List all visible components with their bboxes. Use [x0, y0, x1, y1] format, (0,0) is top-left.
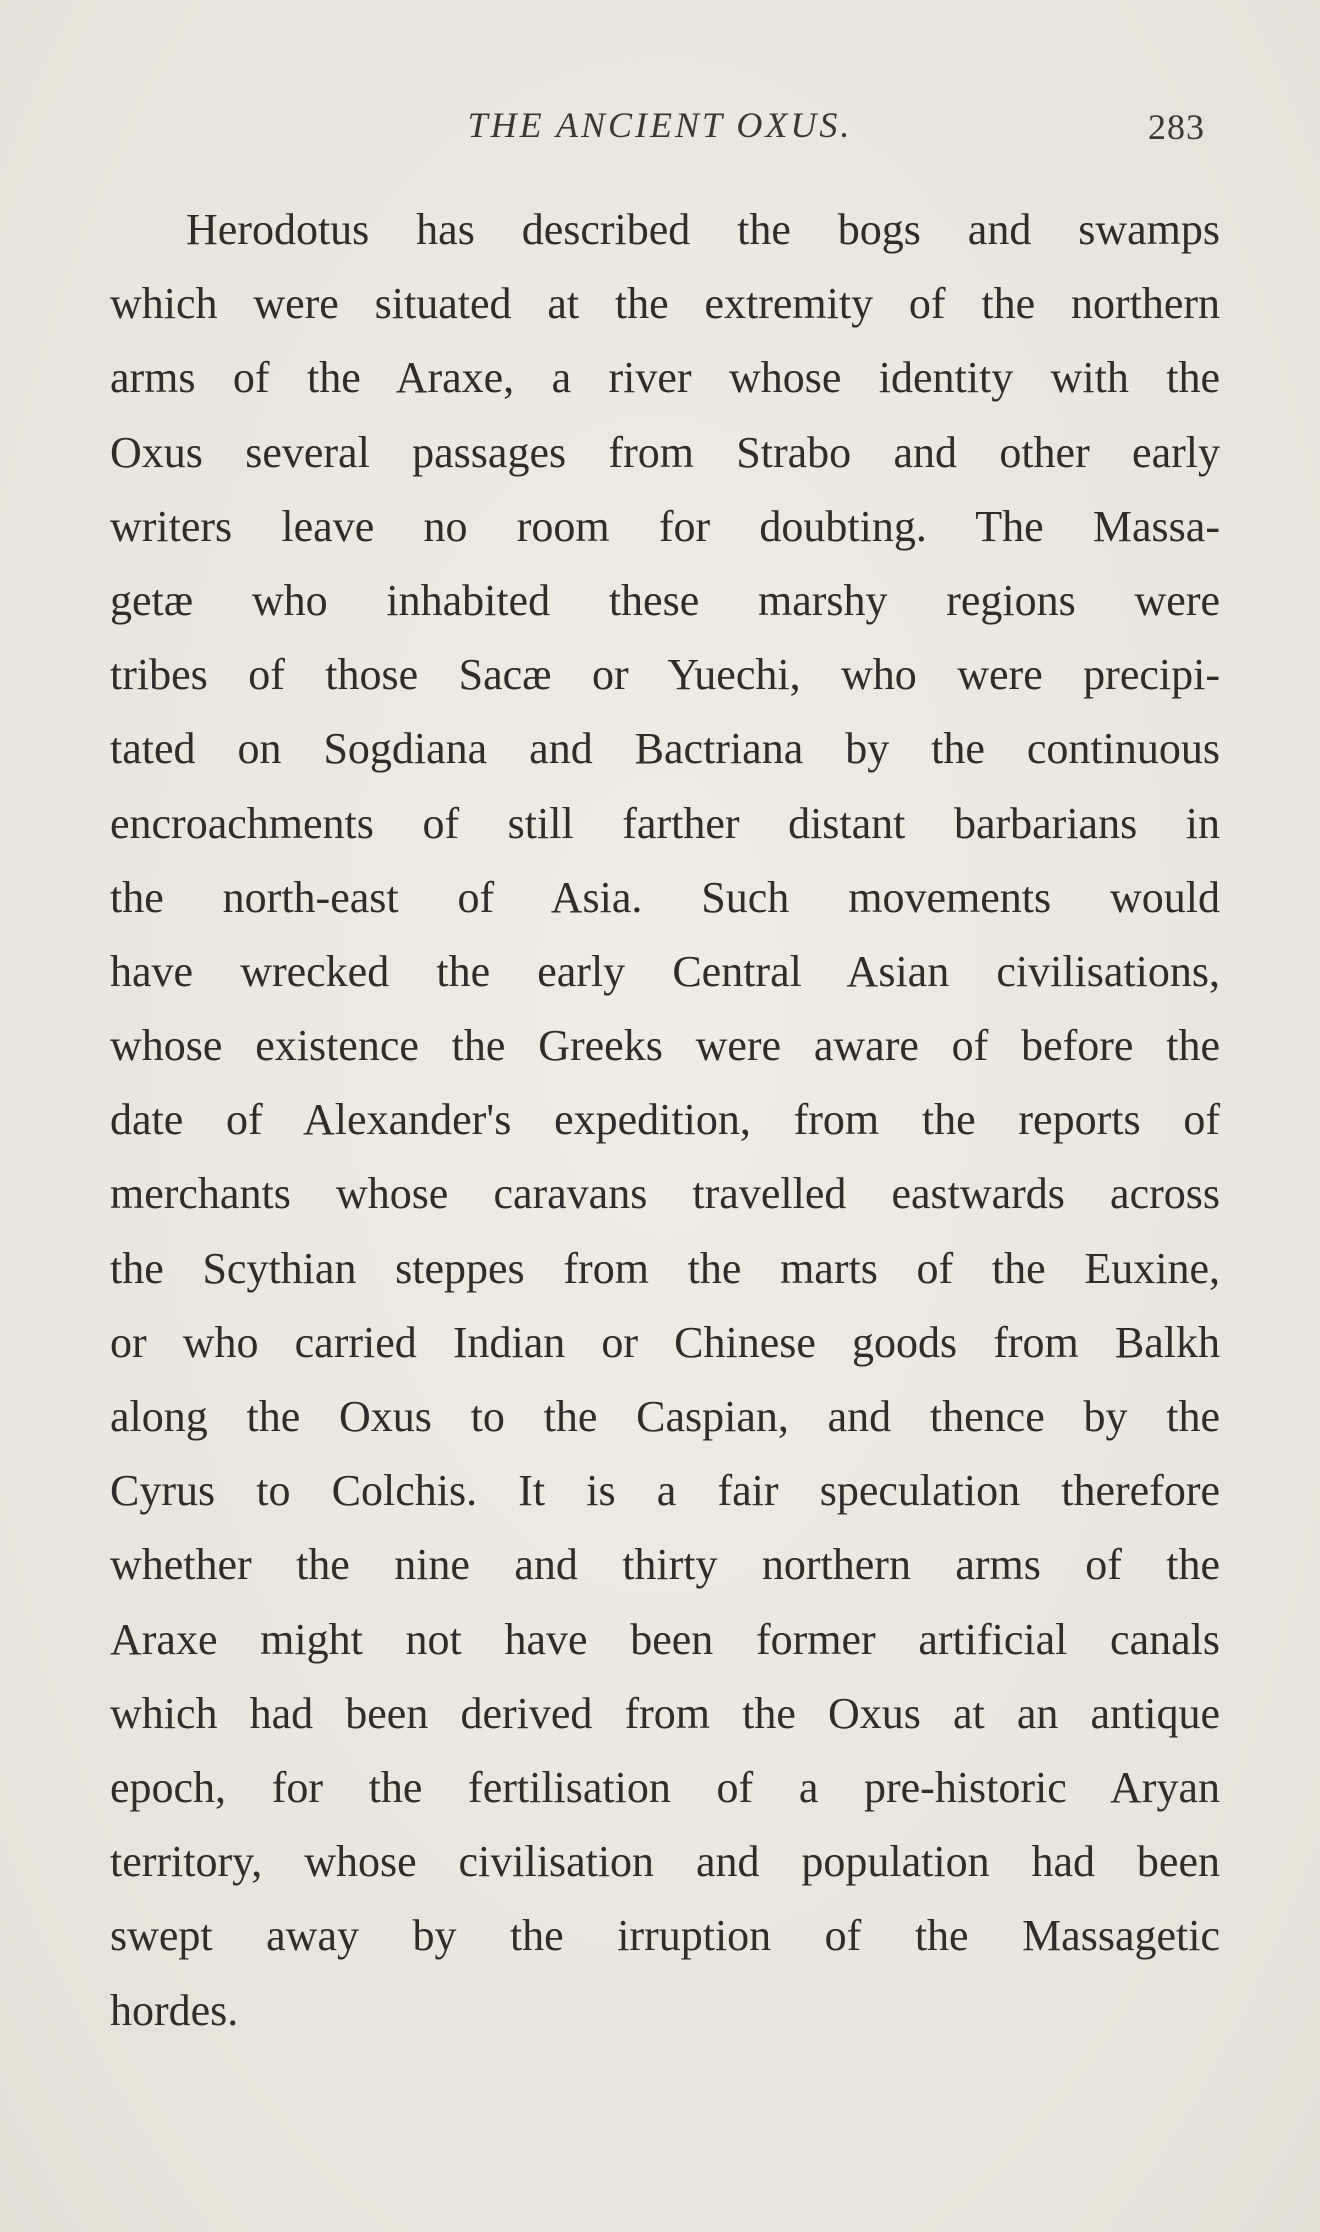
text-line: along the Oxus to the Caspian, and thence by the — [110, 1392, 1220, 1441]
text-line: the north-east of Asia. Such movements would — [110, 872, 1220, 922]
text-line: whose existence the Greeks were aware of before the — [110, 1021, 1220, 1071]
body-paragraph — [110, 193, 1220, 2048]
text-line: or who carried Indian or Chinese goods from Balkh — [110, 1317, 1220, 1367]
text-line: writers leave no room for doubting. The Massa- — [110, 501, 1220, 551]
text-line: the Scythian steppes from the marts of the Euxine, — [110, 1243, 1220, 1293]
text-line: which had been derived from the Oxus at an antique — [110, 1688, 1220, 1738]
text-line: getæ who inhabited these marshy regions were — [110, 575, 1220, 625]
text-line: swept away by the irruption of the Massagetic — [110, 1911, 1220, 1961]
text-line: territory, whose civilisation and population had been — [110, 1837, 1220, 1887]
text-line: merchants whose caravans travelled eastwards across — [110, 1169, 1220, 1219]
text-line: tribes of those Sacæ or Yuechi, who were precipi- — [110, 650, 1220, 700]
page-number: 283 — [1148, 107, 1205, 147]
text-line: Herodotus has described the bogs and swamps — [186, 205, 1220, 254]
text-line: Oxus several passages from Strabo and other early — [110, 427, 1220, 477]
text-line: date of Alexander's expedition, from the reports of — [110, 1095, 1220, 1145]
text-line: encroachments of still farther distant barbarians in — [110, 798, 1220, 848]
text-line: Araxe might not have been former artificial canals — [110, 1614, 1220, 1664]
text-line: arms of the Araxe, a river whose identity with the — [110, 353, 1220, 403]
text-line: whether the nine and thirty northern arms of the — [110, 1540, 1220, 1590]
text-line: have wrecked the early Central Asian civilisations, — [110, 946, 1220, 996]
running-title: THE ANCIENT OXUS. — [467, 105, 853, 145]
text-line: Cyrus to Colchis. It is a fair speculation therefore — [110, 1466, 1220, 1516]
text-line: which were situated at the extremity of the northern — [110, 279, 1220, 329]
text-line: epoch, for the fertilisation of a pre-historic Aryan — [110, 1762, 1220, 1812]
text-line: hordes. — [110, 1985, 239, 2035]
running-head — [0, 104, 1320, 154]
text-line: tated on Sogdiana and Bactriana by the continuous — [110, 724, 1220, 774]
